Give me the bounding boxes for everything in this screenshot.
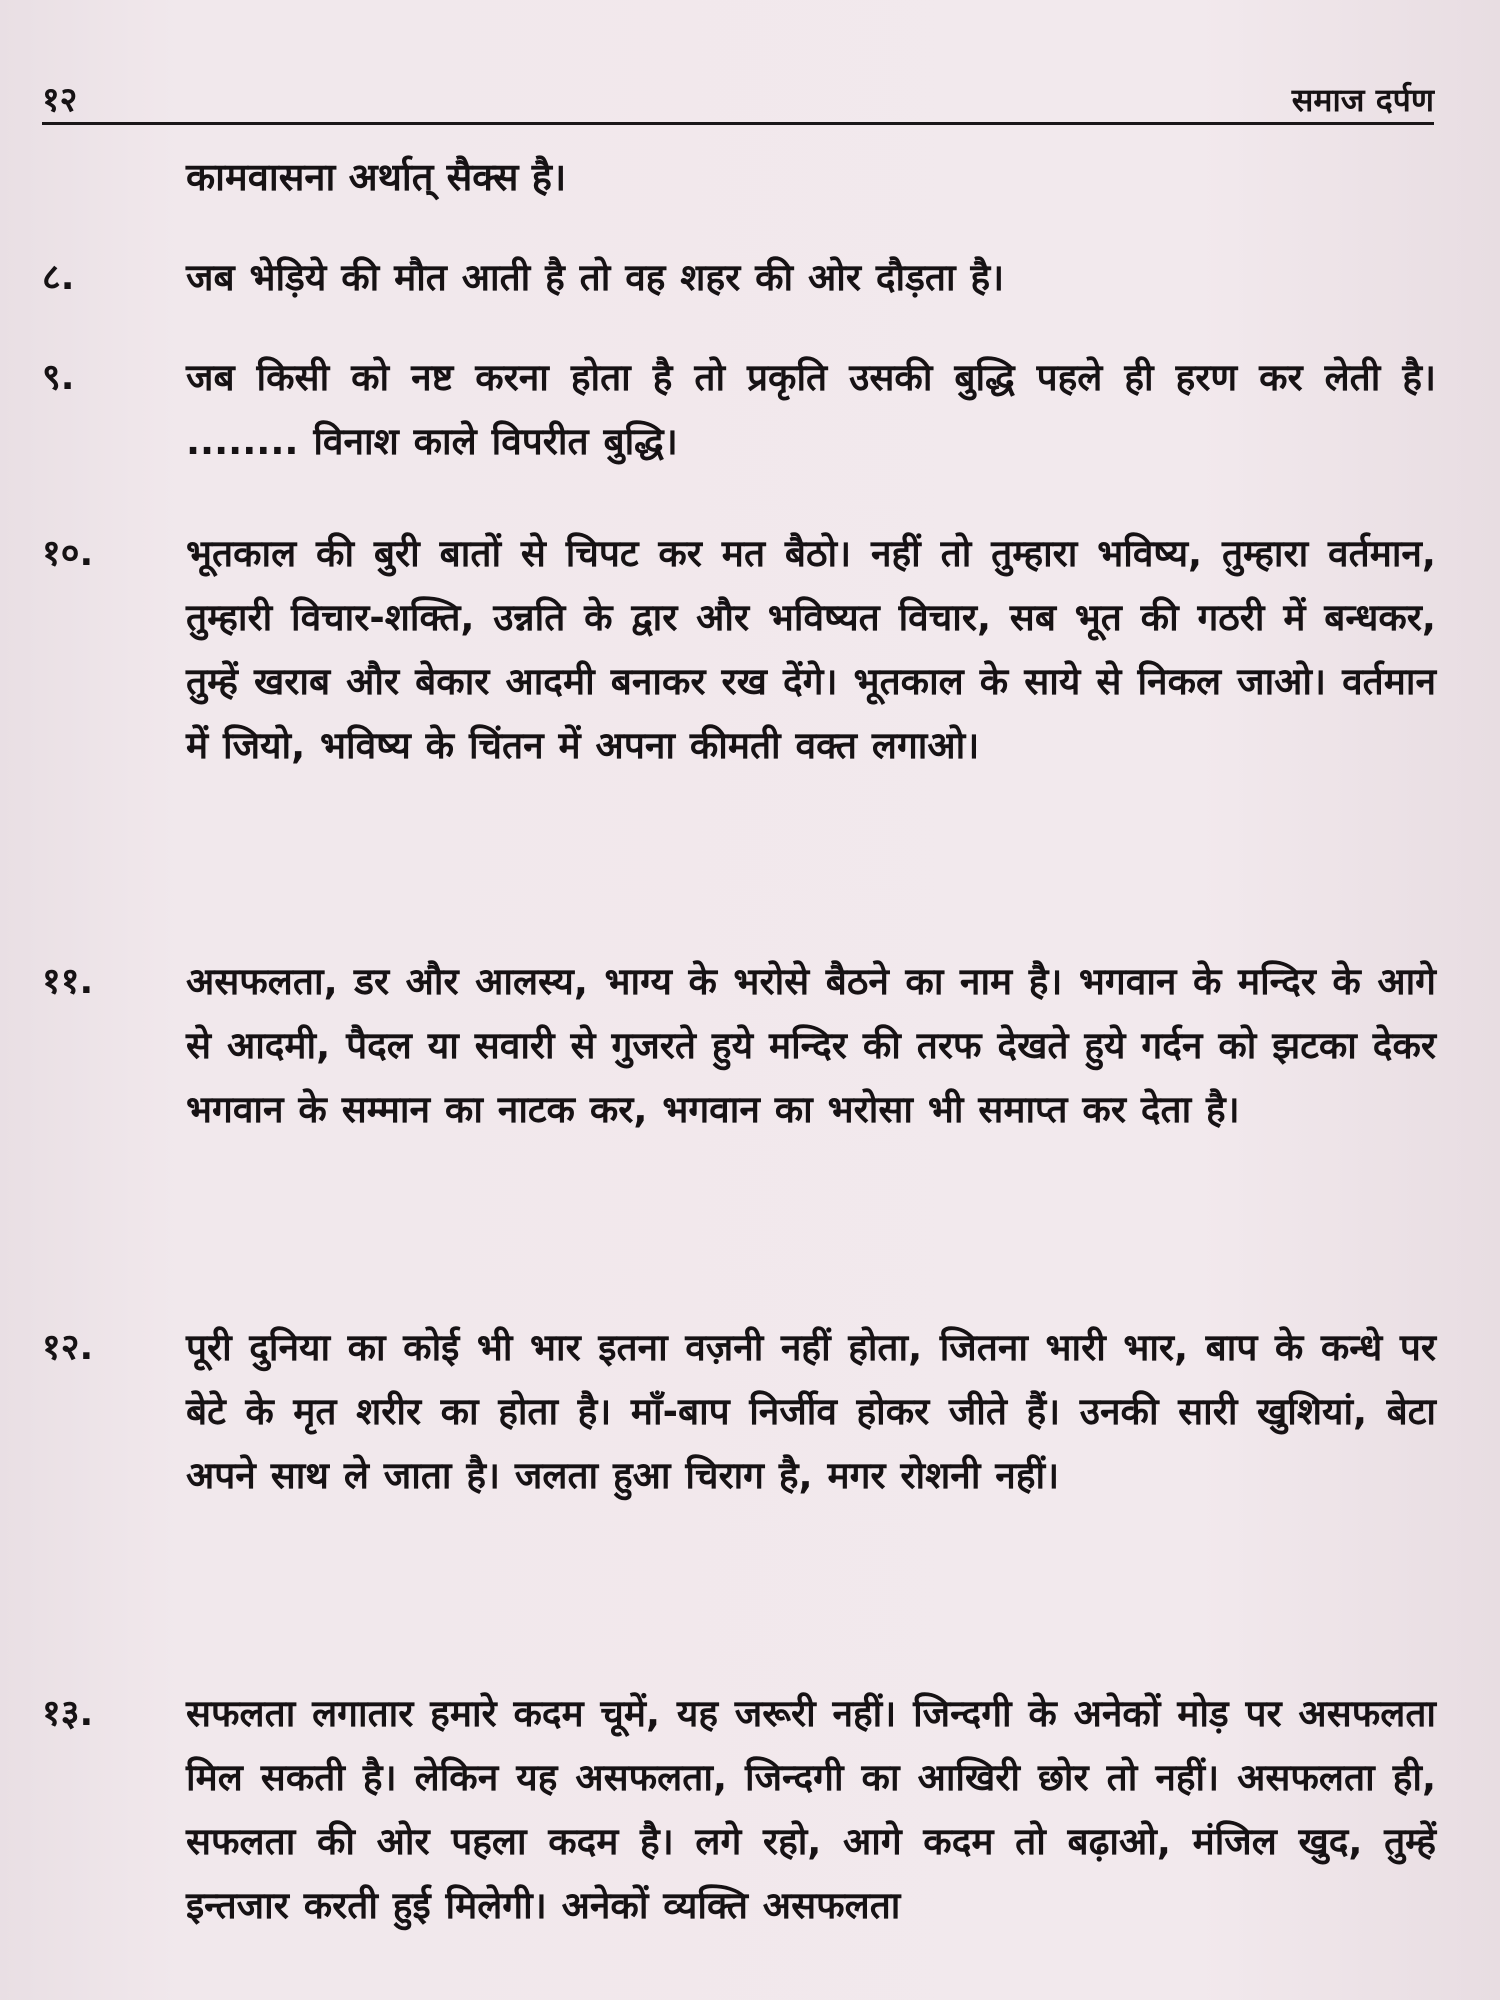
header-rule bbox=[42, 122, 1434, 125]
item-number: ९. bbox=[42, 357, 75, 398]
item-text: सफलता लगातार हमारे कदम चूमें, यह जरूरी नहीं। जिन्दगी के अनेकों मोड़ पर असफलता मिल सकती है। लेकिन यह असफलता, जिन्दगी का आखिरी छोर तो नहीं। असफलता ही, सफलता की ओर पहला कदम है। लगे रहो, आगे कदम तो बढ़ाओ, मंजिल खुद, तुम्हें इन्तजार करती हुई मिलेगी। अनेकों व्यक्ति असफलता bbox=[186, 1692, 1436, 1927]
item-text: जब किसी को नष्ट करना होता है तो प्रकृति उसकी बुद्धि पहले ही हरण कर लेती है। ........ विनाश काले विपरीत बुद्धि। bbox=[186, 356, 1436, 463]
item-text: असफलता, डर और आलस्य, भाग्य के भरोसे बैठने का नाम है। भगवान के मन्दिर के आगे से आदमी, पैदल या सवारी से गुजरते हुये मन्दिर की तरफ देखते हुये गर्दन को झटका देकर भगवान के सम्मान का नाटक कर, भगवान का भरोसा भी समाप्त कर देता है। bbox=[186, 960, 1436, 1131]
item-number: ११. bbox=[42, 961, 94, 1002]
item-text: भूतकाल की बुरी बातों से चिपट कर मत बैठो। नहीं तो तुम्हारा भविष्य, तुम्हारा वर्तमान, तुम्हारी विचार-शक्ति, उन्नति के द्वार और भविष्यत विचार, सब भूत की गठरी में बन्धकर, तुम्हें खराब और बेकार आदमी बनाकर रख देंगे। भूतकाल के साये से निकल जाओ। वर्तमान में जियो, भविष्य के चिंतन में अपना कीमती वक्त लगाओ। bbox=[186, 532, 1436, 767]
running-title: समाज दर्पण bbox=[1291, 81, 1434, 119]
item-number: ८. bbox=[42, 257, 75, 298]
page-number: १२ bbox=[42, 80, 78, 120]
page-header bbox=[42, 78, 1434, 122]
item-number: १०. bbox=[42, 533, 94, 574]
item-text: जब भेड़िये की मौत आती है तो वह शहर की ओर दौड़ता है। bbox=[186, 256, 1005, 299]
item-number: १२. bbox=[42, 1327, 94, 1368]
item-number: १३. bbox=[42, 1693, 94, 1734]
item-text: पूरी दुनिया का कोई भी भार इतना वज़नी नहीं होता, जितना भारी भार, बाप के कन्धे पर बेटे के मृत शरीर का होता है। माँ-बाप निर्जीव होकर जीते हैं। उनकी सारी खुशियां, बेटा अपने साथ ले जाता है। जलता हुआ चिराग है, मगर रोशनी नहीं। bbox=[186, 1326, 1436, 1497]
continuation-text: कामवासना अर्थात् सैक्स है। bbox=[186, 155, 567, 199]
